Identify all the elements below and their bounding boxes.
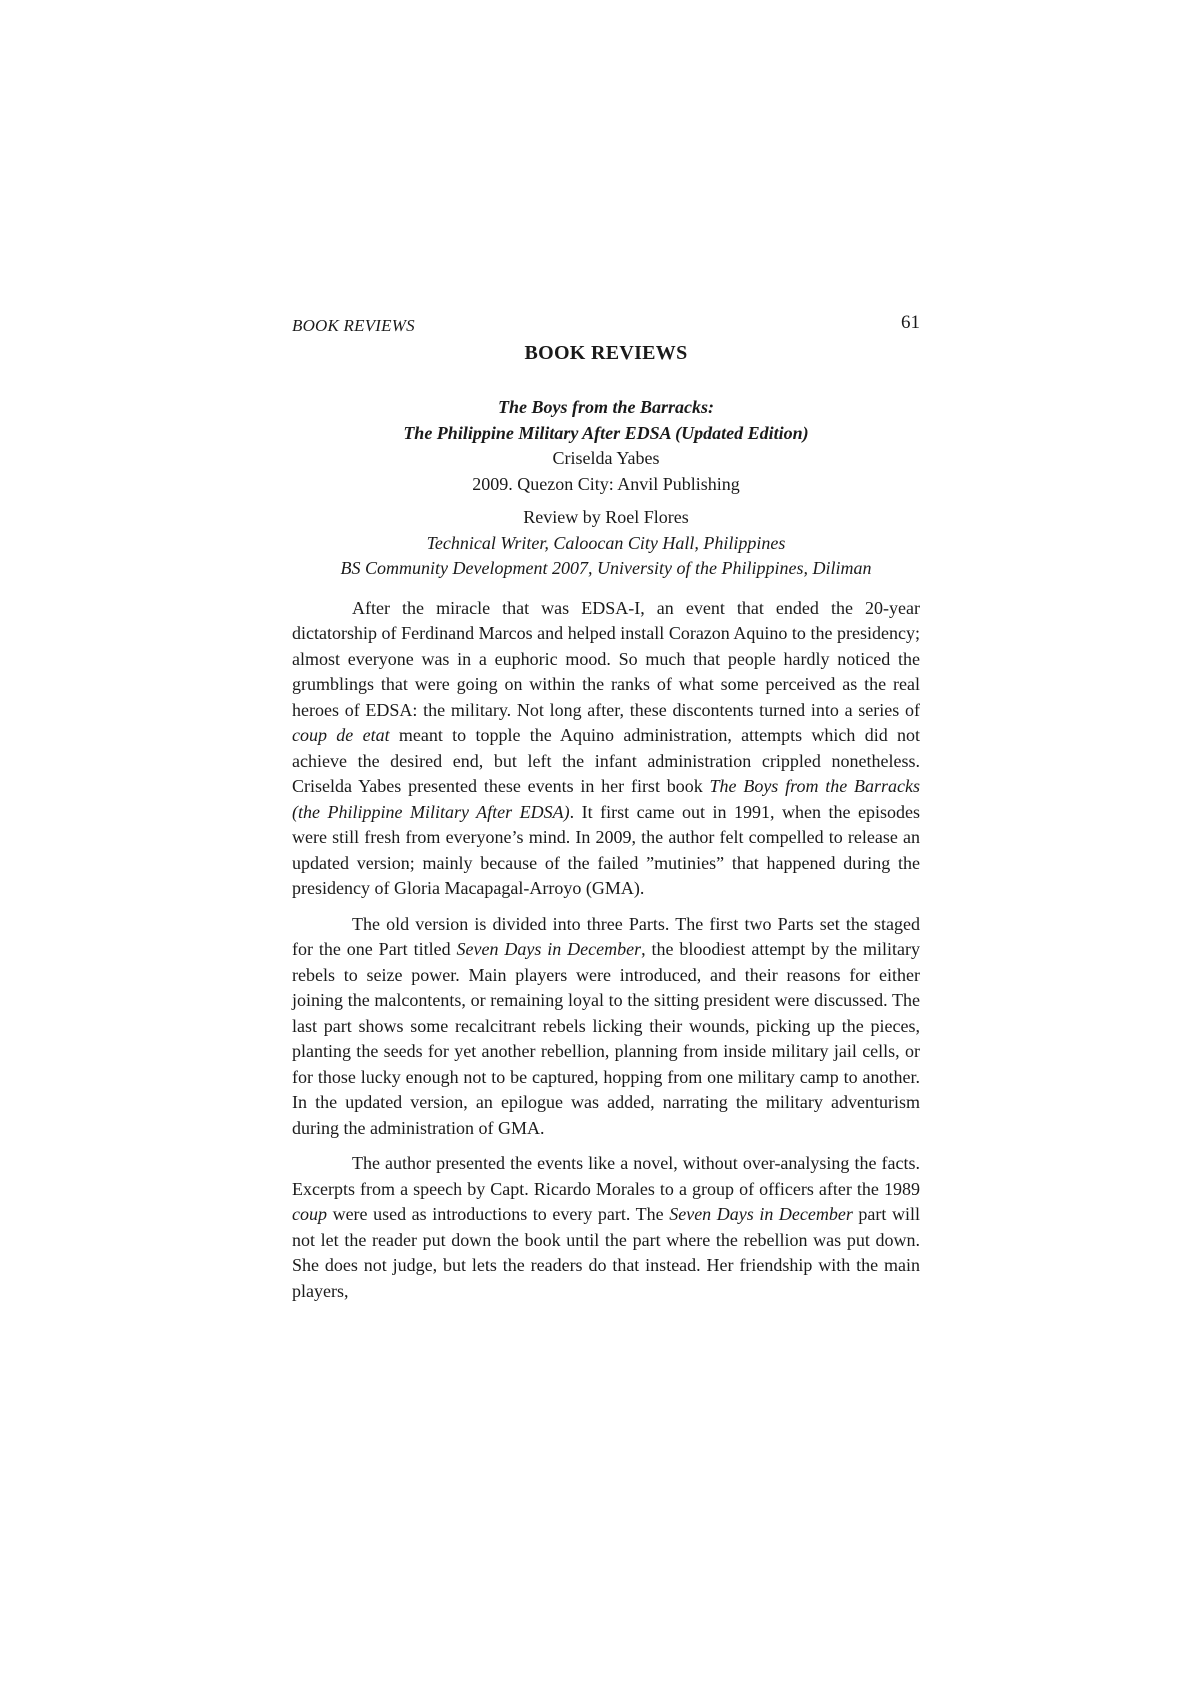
text-run: were used as introductions to every part. The	[327, 1204, 670, 1224]
italic-text: coup	[292, 1204, 327, 1224]
reviewer-byline: Review by Roel Flores	[523, 507, 689, 527]
italic-text: Seven Days in December	[669, 1204, 853, 1224]
text-run: After the miracle that was EDSA-I, an event that ended the 20-year dictatorship of Ferdinand Marcos and helped install Corazon Aquino to the presidency; almost everyone was in a euphoric mood. So much that people hardly noticed the grumblings that were going on within the ranks of what some perceived as the real heroes of EDSA: the military. Not long after, these discontents turned into a series of	[292, 597, 920, 720]
text-run: The old version is divided into three Parts. The first two Parts set the staged for the one Part titled	[292, 913, 920, 959]
reviewer-affiliation-1: Technical Writer, Caloocan City Hall, Philippines	[426, 532, 786, 553]
body-paragraph	[292, 1151, 920, 1304]
running-head-section: BOOK REVIEWS	[292, 316, 415, 335]
text-run: The author presented the events like a novel, without over-analysing the facts. Excerpts from a speech by Capt. Ricardo Morales to a group of officers after the 1989	[292, 1153, 920, 1199]
page-number: 61	[901, 312, 920, 333]
book-title-line-2: The Philippine Military After EDSA (Updated Edition)	[403, 422, 809, 443]
book-publication: 2009. Quezon City: Anvil Publishing	[472, 473, 740, 494]
review-body	[292, 596, 920, 1305]
book-title-line-1: The Boys from the Barracks:	[498, 397, 714, 417]
book-citation	[292, 395, 920, 497]
body-paragraph	[292, 596, 920, 902]
text-run: part will not let the reader put down the book until the part where the rebellion was put down. She does not judge, but lets the readers do that instead. Her friendship with the main players,	[292, 1204, 920, 1301]
italic-text: coup de etat	[292, 725, 390, 745]
text-run: meant to topple the Aquino administration, attempts which did not achieve the desired end, but left the infant administration crippled nonetheless. Criselda Yabes presented these events in her first book	[292, 725, 920, 796]
running-header	[292, 312, 920, 338]
reviewer-affiliation-2: BS Community Development 2007, University of the Philippines, Diliman	[340, 558, 872, 578]
text-run: , the bloodiest attempt by the military rebels to seize power. Main players were introduced, and their reasons for either joining the malcontents, or remaining loyal to the sitting president were discussed. The last part shows some recalcitrant rebels licking their wounds, picking up the pieces, planting the seeds for yet another rebellion, planning from inside military jail cells, or for those lucky enough not to be captured, hopping from one military camp to another. In the updated version, an epilogue was added, narrating the military adventurism during the administration of GMA.	[292, 939, 920, 1138]
section-title: BOOK REVIEWS	[524, 342, 688, 364]
book-author: Criselda Yabes	[552, 448, 660, 468]
text-run: . It first came out in 1991, when the episodes were still fresh from everyone’s mind. In 2009, the author felt compelled to release an updated version; mainly because of the failed ”mutinies” that happened during the presidency of Gloria Macapagal-Arroyo (GMA).	[292, 801, 920, 898]
document-page	[292, 312, 920, 1314]
body-paragraph	[292, 912, 920, 1142]
italic-text: Seven Days in December	[456, 939, 642, 959]
italic-text: The Boys from the Barracks (the Philippine Military After EDSA)	[292, 776, 920, 822]
reviewer-block	[292, 505, 920, 582]
